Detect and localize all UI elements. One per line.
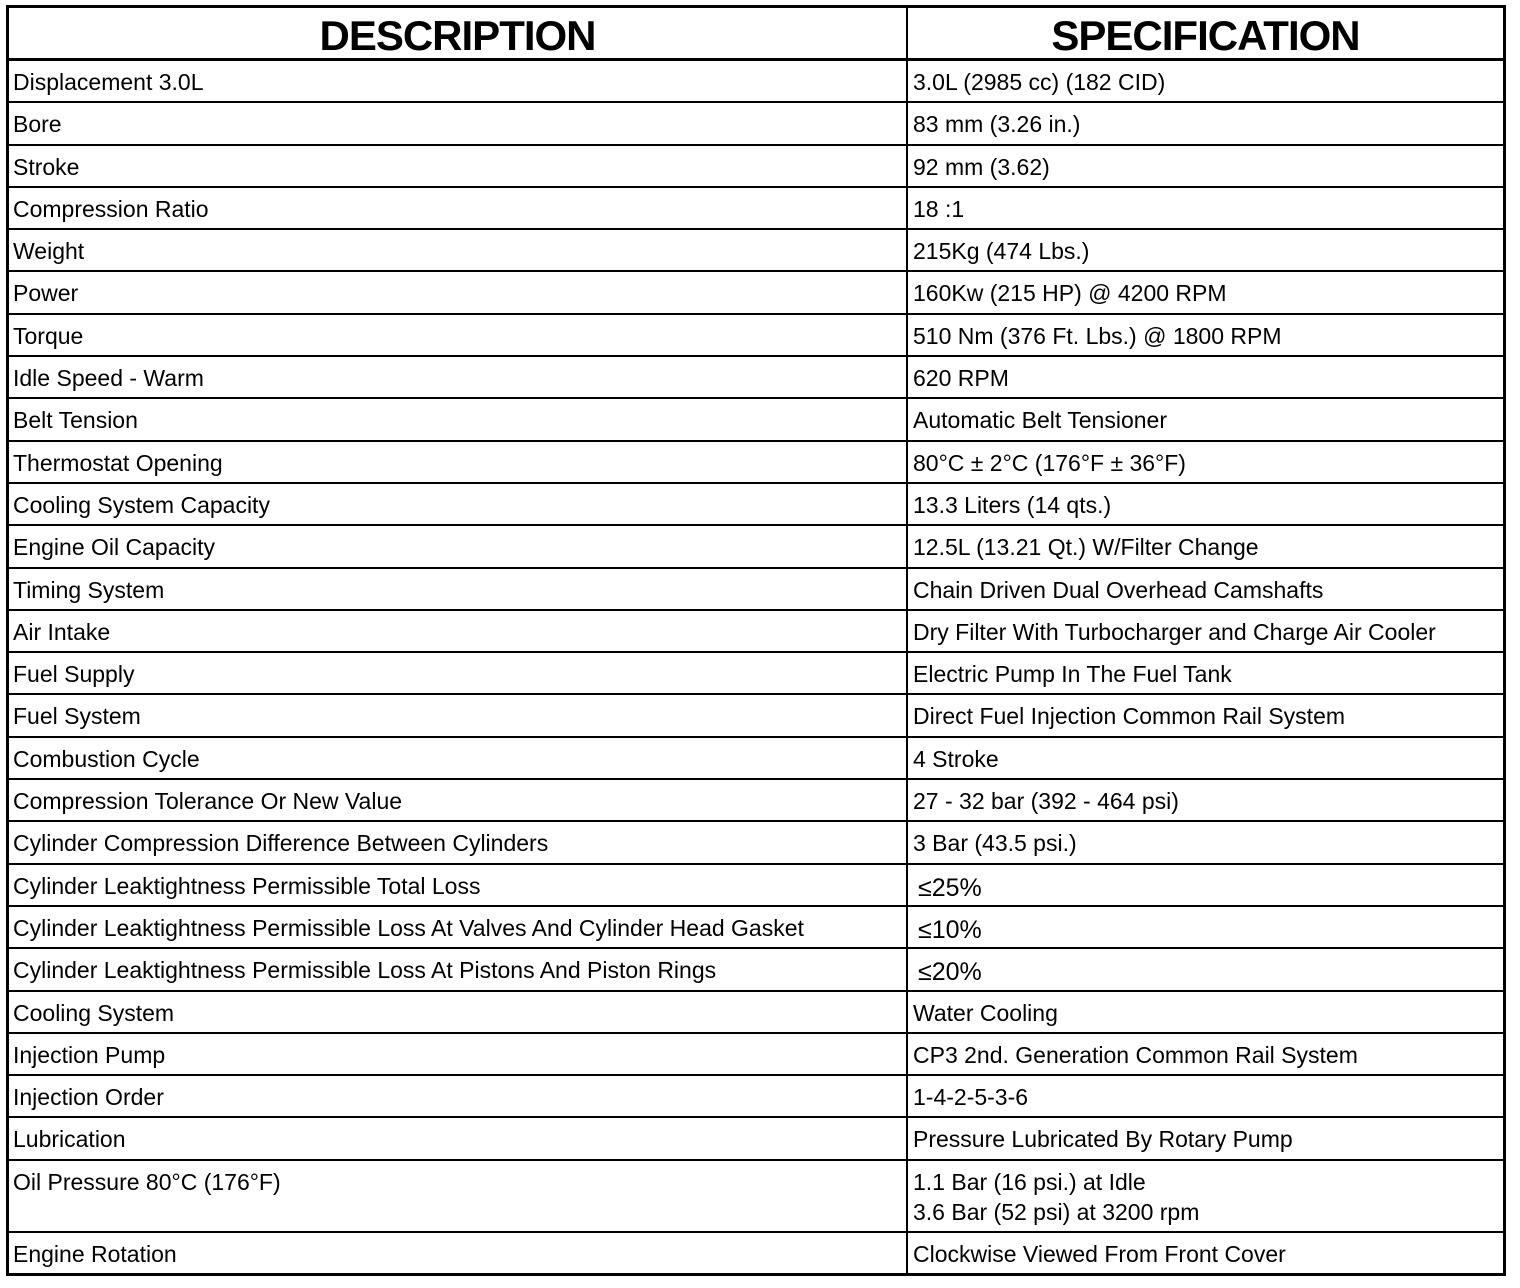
description-cell: Injection Pump	[9, 1034, 908, 1074]
specification-cell	[908, 1161, 1503, 1231]
description-cell: Timing System	[9, 569, 908, 609]
description-cell: Combustion Cycle	[9, 738, 908, 778]
table-row	[9, 653, 1503, 695]
description-cell: Cooling System	[9, 992, 908, 1032]
specification-cell: Chain Driven Dual Overhead Camshafts	[913, 576, 1324, 603]
table-row	[9, 526, 1503, 568]
description-cell: Belt Tension	[9, 399, 908, 439]
table-body	[9, 61, 1503, 1273]
description-cell: Power	[9, 272, 908, 312]
description-cell: Displacement 3.0L	[9, 61, 908, 101]
description-cell: Oil Pressure 80°C (176°F)	[9, 1161, 908, 1231]
description-cell: Cylinder Leaktightness Permissible Loss At Valves And Cylinder Head Gasket	[9, 907, 908, 947]
table-row	[9, 1233, 1503, 1273]
description-cell: Compression Tolerance Or New Value	[9, 780, 908, 820]
table-row	[9, 780, 1503, 822]
specification-column-header: SPECIFICATION	[1051, 12, 1360, 59]
specification-cell: ≤10%	[918, 915, 982, 944]
description-cell: Engine Rotation	[9, 1233, 908, 1273]
table-row	[9, 61, 1503, 103]
specification-cell: Dry Filter With Turbocharger and Charge Air Cooler	[913, 618, 1436, 645]
specification-cell: 12.5L (13.21 Qt.) W/Filter Change	[913, 534, 1259, 561]
specification-cell: 80°C ± 2°C (176°F ± 36°F)	[913, 449, 1186, 476]
description-cell: Lubrication	[9, 1118, 908, 1158]
specification-cell: 92 mm (3.62)	[913, 153, 1050, 180]
specification-cell: 13.3 Liters (14 qts.)	[913, 491, 1112, 518]
specification-cell: 160Kw (215 HP) @ 4200 RPM	[913, 280, 1227, 307]
specification-cell: Automatic Belt Tensioner	[913, 407, 1167, 434]
table-row	[9, 1034, 1503, 1076]
specification-cell: 83 mm (3.26 in.)	[913, 111, 1081, 138]
table-row	[9, 272, 1503, 314]
table-row	[9, 1161, 1503, 1233]
table-row	[9, 949, 1503, 991]
description-cell: Cylinder Leaktightness Permissible Total Loss	[9, 865, 908, 905]
table-row	[9, 907, 1503, 949]
description-cell: Fuel Supply	[9, 653, 908, 693]
specification-cell: 215Kg (474 Lbs.)	[913, 238, 1090, 265]
table-row	[9, 442, 1503, 484]
description-cell: Fuel System	[9, 695, 908, 735]
table-row	[9, 399, 1503, 441]
description-cell: Compression Ratio	[9, 188, 908, 228]
table-row	[9, 188, 1503, 230]
specification-cell: 4 Stroke	[913, 745, 999, 772]
specification-cell: 3 Bar (43.5 psi.)	[913, 830, 1077, 857]
description-cell: Weight	[9, 230, 908, 270]
table-row	[9, 230, 1503, 272]
table-row	[9, 865, 1503, 907]
description-cell: Cylinder Compression Difference Between Cylinders	[9, 822, 908, 862]
description-cell: Injection Order	[9, 1076, 908, 1116]
description-cell: Cylinder Leaktightness Permissible Loss At Pistons And Piston Rings	[9, 949, 908, 989]
table-row	[9, 1118, 1503, 1160]
specification-cell: ≤25%	[918, 873, 982, 902]
table-row	[9, 357, 1503, 399]
specification-cell: 1-4-2-5-3-6	[913, 1084, 1029, 1111]
table-row	[9, 146, 1503, 188]
description-cell: Thermostat Opening	[9, 442, 908, 482]
specification-cell: Pressure Lubricated By Rotary Pump	[913, 1126, 1293, 1153]
table-row	[9, 315, 1503, 357]
table-header-row	[9, 8, 1503, 61]
specification-cell: Electric Pump In The Fuel Tank	[913, 661, 1232, 688]
description-cell: Stroke	[9, 146, 908, 186]
table-row	[9, 484, 1503, 526]
table-row	[9, 569, 1503, 611]
specification-cell: 18 :1	[913, 195, 965, 222]
specification-cell: ≤20%	[918, 958, 982, 987]
description-cell: Air Intake	[9, 611, 908, 651]
table-row	[9, 103, 1503, 145]
specification-cell: Clockwise Viewed From Front Cover	[913, 1240, 1286, 1267]
spec-table	[6, 5, 1506, 1276]
specification-cell: CP3 2nd. Generation Common Rail System	[913, 1041, 1358, 1068]
description-cell: Cooling System Capacity	[9, 484, 908, 524]
table-row	[9, 822, 1503, 864]
specification-cell: 3.0L (2985 cc) (182 CID)	[913, 69, 1166, 95]
table-row	[9, 1076, 1503, 1118]
specification-cell: 620 RPM	[913, 365, 1009, 392]
specification-cell: Direct Fuel Injection Common Rail System	[913, 703, 1346, 730]
table-row	[9, 695, 1503, 737]
description-cell: Bore	[9, 103, 908, 143]
specification-cell: Water Cooling	[913, 999, 1058, 1026]
specification-line: 3.6 Bar (52 psi) at 3200 rpm	[913, 1198, 1200, 1225]
table-row	[9, 992, 1503, 1034]
description-cell: Engine Oil Capacity	[9, 526, 908, 566]
table-row	[9, 611, 1503, 653]
specification-cell: 27 - 32 bar (392 - 464 psi)	[913, 788, 1179, 815]
table-row	[9, 738, 1503, 780]
description-cell: Torque	[9, 315, 908, 355]
specification-line: 1.1 Bar (16 psi.) at Idle	[913, 1168, 1146, 1195]
description-column-header: DESCRIPTION	[9, 8, 908, 58]
description-cell: Idle Speed - Warm	[9, 357, 908, 397]
specification-cell: 510 Nm (376 Ft. Lbs.) @ 1800 RPM	[913, 322, 1282, 349]
